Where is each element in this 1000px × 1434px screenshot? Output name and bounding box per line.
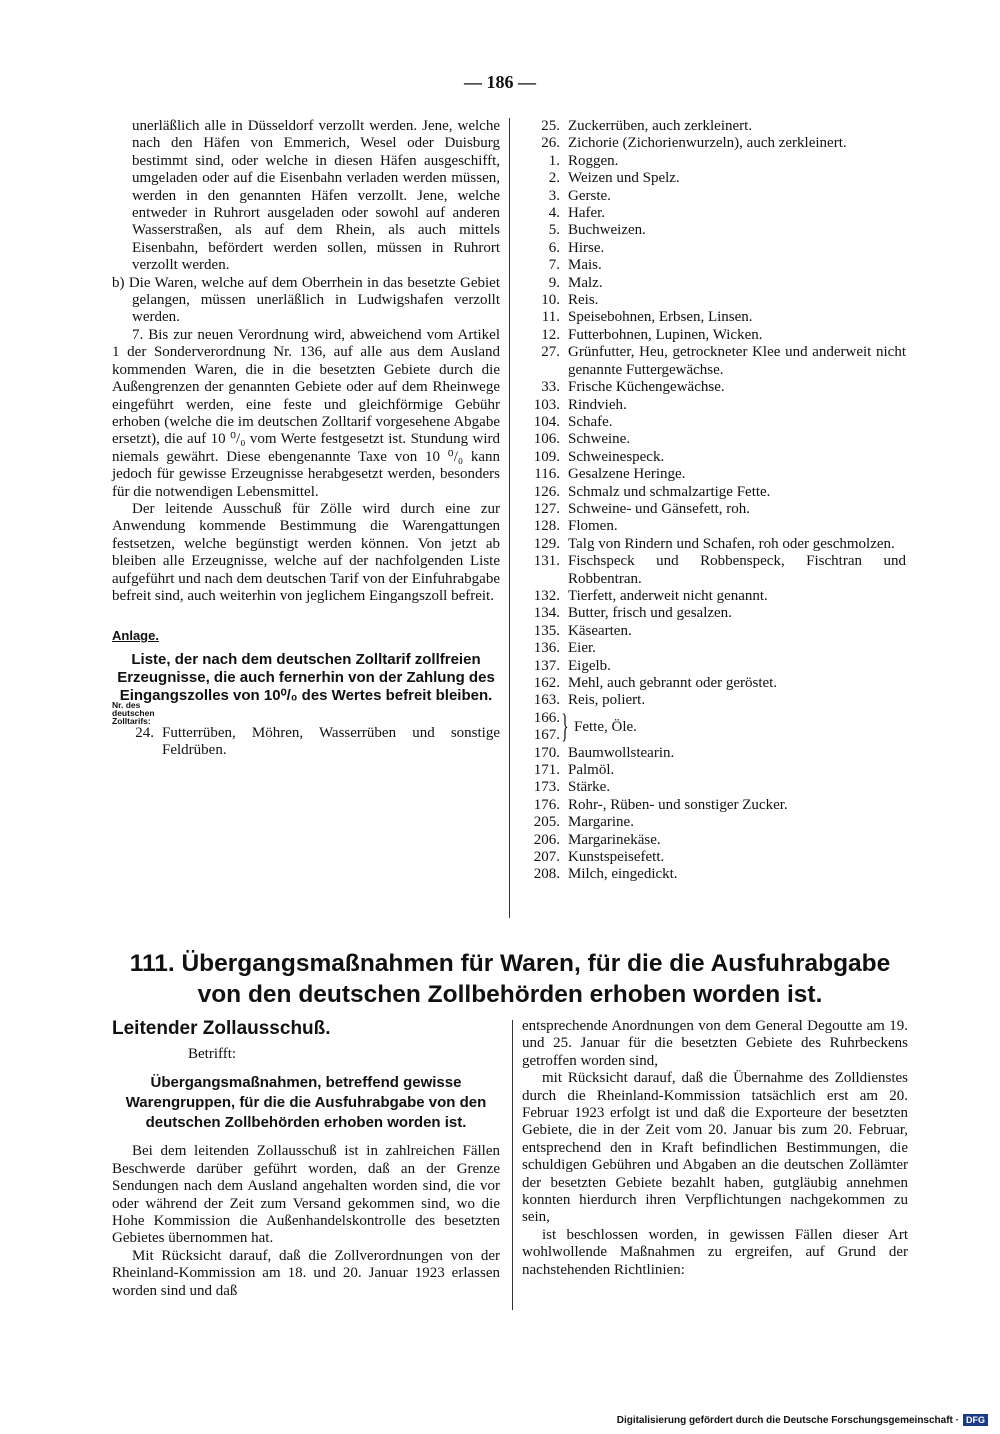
- column-divider-top: [509, 118, 510, 918]
- tariff-item: [518, 257, 906, 274]
- annex-label: Anlage.: [112, 628, 159, 644]
- tariff-description: Schafe.: [568, 413, 613, 430]
- tariff-item: [518, 222, 906, 239]
- tariff-item: [518, 188, 906, 205]
- tariff-number: 27.: [541, 344, 560, 361]
- tariff-item: [518, 553, 906, 588]
- betrifft-label: Betrifft:: [188, 1046, 237, 1062]
- paragraph-7: 7. Bis zur neuen Verordnung wird, abweichend vom Artikel 1 der Sonderverordnung Nr. 136, auf alle aus dem Ausland kommenden Waren, die in die besetzten Gebiete durch die Außengrenzen der genannten Gebiete oder auf dem Rheinwege eingeführt werden, eine feste und gleichförmige Gebühr erhoben (welche die im deutschen Zolltarif vorgesehene Abgabe ersetzt), die auf 10 ⁰/₀ vom Werte festgesetzt ist. Stundung wird niemals gewährt. Diese ebengenannte Taxe von 10 ⁰/₀ kann jedoch für gewisse Erzeugnisse herabgesetzt werden, besonders für die notwendigen Lebensmittel.: [112, 326, 500, 500]
- tariff-item: [112, 725, 500, 760]
- tariff-number: 136.: [533, 640, 560, 657]
- right-tariff-list-2: [518, 745, 906, 884]
- tariff-number: 127.: [533, 500, 560, 517]
- tariff-item: [518, 745, 906, 762]
- tariff-description: Flomen.: [568, 518, 618, 535]
- tariff-item: [518, 536, 906, 553]
- right-column-bottom: [522, 1018, 908, 1279]
- tariff-number: 163.: [533, 692, 560, 709]
- tariff-description: Tierfett, anderweit nicht genannt.: [568, 587, 768, 604]
- tariff-number: 173.: [533, 779, 560, 796]
- tariff-description: Gesalzene Heringe.: [568, 466, 686, 483]
- paragraph-regard: Mit Rücksicht darauf, daß die Zollverordnungen von der Rheinland-Kommission am 18. und 20. Januar 1923 erlassen worden sind und daß: [112, 1247, 500, 1299]
- right-tariff-list: [518, 118, 906, 710]
- tariff-item: [518, 118, 906, 135]
- tariff-item: [518, 153, 906, 170]
- tariff-number: 208.: [533, 866, 560, 883]
- tariff-description: Talg von Rindern und Schafen, roh oder geschmolzen.: [568, 535, 895, 552]
- tariff-description: Gerste.: [568, 187, 611, 204]
- tariff-item: [518, 484, 906, 501]
- headline-line-1: 111. Übergangsmaßnahmen für Waren, für die die Ausfuhrabgabe: [129, 950, 891, 977]
- tariff-item: [518, 797, 906, 814]
- tariff-description: Reis.: [568, 292, 599, 309]
- tariff-item: [518, 344, 906, 379]
- subject-heading: Übergangsmaßnahmen, betreffend gewisse Warengruppen, für die die Ausfuhrabgabe von den deutschen Zollbehörden erhoben worden ist.: [125, 1074, 487, 1132]
- tariff-number: 106.: [533, 431, 560, 448]
- tariff-description: Mais.: [568, 257, 602, 274]
- tariff-description: Reis, poliert.: [568, 692, 646, 709]
- tariff-description: Butter, frisch und gesalzen.: [568, 605, 732, 622]
- paragraph-committee: Der leitende Ausschuß für Zölle wird durch eine zur Anwendung kommende Bestimmung die Warengattungen festsetzen, welche begünstigt werden können. Von jetzt ab bleiben alle Erzeugnisse, welche auf der nachfolgenden Liste aufgeführt und nach dem deutschen Tarif von der Einfuhrabgabe befreit sind, auch weiterhin von jeglichem Eingangszoll befreit.: [112, 500, 500, 604]
- page-number: — 186 —: [464, 72, 536, 92]
- paragraph-degoutte: entsprechende Anordnungen von dem General Degoutte am 19. und 25. Januar für die besetzten Gebiete des Ruhrbeckens getroffen worden sind,: [522, 1018, 908, 1069]
- tariff-item: [518, 866, 906, 883]
- tariff-number: 4.: [548, 205, 560, 222]
- tariff-item: [518, 692, 906, 709]
- tariff-description: Zichorie (Zichorienwurzeln), auch zerkleinert.: [568, 135, 847, 152]
- tariff-number: 206.: [533, 831, 560, 848]
- tariff-number: 10.: [541, 292, 560, 309]
- tariff-number: 104.: [533, 413, 560, 430]
- left-column-top: [112, 118, 500, 760]
- tariff-number: 116.: [534, 466, 560, 483]
- tariff-number: 171.: [533, 762, 560, 779]
- issuer-heading: Leitender Zollausschuß.: [112, 1018, 331, 1039]
- tariff-description: Fischspeck und Robbenspeck, Fischtran und Robbentran.: [568, 553, 906, 587]
- tariff-item: [518, 605, 906, 622]
- tariff-description: Frische Küchengewächse.: [568, 379, 725, 396]
- tariff-description: Speisebohnen, Erbsen, Linsen.: [568, 309, 753, 326]
- tariff-item: [518, 501, 906, 518]
- section-headline: [100, 948, 920, 1010]
- paragraph-takeover: mit Rücksicht darauf, daß die Übernahme des Zolldienstes durch die Rheinland-Kommission tatsächlich erst am 20. Februar 1923 erfolgt ist und daß die Exporteure der besetzten Gebiete, die in der Zeit vom 20. Januar bis zum 20. Februar, entsprechend den in Kraft befindlichen Bestimmungen, die schuldigen Gebühren und Abgaben an die deutschen Zollämter der besetzten Gebiete bezahlt haben, gutgläubig annehmen konnten hierdurch ihren Verpflichtungen nachgekommen zu sein,: [522, 1070, 908, 1226]
- tariff-description: Zuckerrüben, auch zerkleinert.: [568, 118, 753, 134]
- tariff-number: 170.: [533, 744, 560, 761]
- tariff-item: [518, 327, 906, 344]
- tariff-description: Kunstspeisefett.: [568, 849, 665, 866]
- tariff-item: [518, 658, 906, 675]
- tariff-item: [518, 832, 906, 849]
- tariff-number: 5.: [548, 222, 560, 239]
- tariff-description: Margarinekäse.: [568, 831, 661, 848]
- tariff-number: 205.: [533, 814, 560, 831]
- tariff-item: [518, 205, 906, 222]
- tariff-number: 7.: [548, 257, 560, 274]
- brace-text: Fette, Öle.: [574, 718, 637, 735]
- tariff-item: [518, 135, 906, 152]
- tariff-number: 6.: [548, 239, 560, 256]
- tariff-item: [518, 170, 906, 187]
- tariff-description: Futterrüben, Möhren, Wasserrüben und sonstige Feldrüben.: [162, 724, 500, 759]
- left-tariff-list: [112, 725, 500, 760]
- tariff-number: 24.: [135, 724, 154, 741]
- tariff-number: 132.: [533, 587, 560, 604]
- tariff-description: Milch, eingedickt.: [568, 866, 678, 883]
- tariff-number: 126.: [533, 483, 560, 500]
- paragraph-complaint: Bei dem leitenden Zollausschuß ist in zahlreichen Fällen Beschwerde darüber geführt worden, daß an der Grenze Sendungen nach dem Ausland angehalten worden sind, die vor oder während der Zeit zum Versand gekommen sind, wo die Hohe Kommission die Außenhandelskontrolle des besetzten Gebietes übernommen hat.: [112, 1143, 500, 1247]
- headline-line-2: von den deutschen Zollbehörden erhoben worden ist.: [197, 981, 823, 1008]
- paragraph-a-continued: unerläßlich alle in Düsseldorf verzollt werden. Jene, welche nach den Häfen von Emmerich, Wesel oder Duisburg bestimmt sind, oder welche in diesen Häfen ausgeschifft, umgeladen oder auf die Eisenbahn verladen werden müssen, werden in den genannten Häfen verzollt. Jene, welche entweder in Ruhrort ausgeladen oder sowohl auf anderen Wasserstraßen, als auf dem Rhein, als auch mittels Eisenbahn, befördert werden sollen, müssen in Ruhrort verzollt werden.: [132, 118, 500, 274]
- tariff-item: [518, 762, 906, 779]
- tariff-item: [518, 309, 906, 326]
- tariff-description: Grünfutter, Heu, getrockneter Klee und anderweit nicht genannte Futtergewächse.: [568, 344, 906, 378]
- tariff-description: Margarine.: [568, 814, 634, 831]
- tariff-description: Hirse.: [568, 239, 605, 256]
- tariff-number: 135.: [533, 622, 560, 639]
- tariff-item: [518, 814, 906, 831]
- tariff-description: Käsearten.: [568, 622, 632, 639]
- tariff-description: Schmalz und schmalzartige Fette.: [568, 483, 771, 500]
- tariff-item: [518, 449, 906, 466]
- curly-brace-icon: }: [561, 708, 569, 746]
- tariff-description: Rohr-, Rüben- und sonstiger Zucker.: [568, 796, 788, 813]
- tariff-number: 33.: [541, 379, 560, 396]
- tariff-item: [518, 849, 906, 866]
- tariff-number: 1.: [548, 152, 560, 169]
- tariff-number: 131.: [533, 553, 560, 570]
- tariff-item: [518, 240, 906, 257]
- tariff-item: [518, 466, 906, 483]
- tariff-description: Schweine- und Gänsefett, roh.: [568, 500, 751, 517]
- tariff-item: [518, 588, 906, 605]
- tariff-description: Malz.: [568, 274, 603, 291]
- tariff-description: Eier.: [568, 640, 596, 657]
- tariff-description: Roggen.: [568, 152, 619, 169]
- tariff-item: [518, 675, 906, 692]
- tariff-description: Weizen und Spelz.: [568, 170, 680, 187]
- tariff-description: Rindvieh.: [568, 396, 627, 413]
- tariff-number: 26.: [541, 135, 560, 152]
- tariff-description: Stärke.: [568, 779, 611, 796]
- digitization-footer: [617, 1414, 988, 1426]
- tariff-item: [518, 779, 906, 796]
- tariff-item: [518, 275, 906, 292]
- tariff-description: Schweine.: [568, 431, 631, 448]
- paragraph-decision: ist beschlossen worden, in gewissen Fällen dieser Art wohlwollende Maßnahmen zu ergreifen, auf Grund der nachstehenden Richtlinien:: [522, 1226, 908, 1278]
- tariff-item: [518, 431, 906, 448]
- tariff-item: [518, 397, 906, 414]
- tariff-item: [518, 292, 906, 309]
- tariff-number: 9.: [548, 274, 560, 291]
- tariff-number: 109.: [533, 448, 560, 465]
- tariff-item: [518, 623, 906, 640]
- tariff-description: Mehl, auch gebrannt oder geröstet.: [568, 675, 778, 691]
- tariff-description: Baumwollstearin.: [568, 744, 675, 761]
- tariff-description: Buchweizen.: [568, 222, 646, 239]
- tariff-description: Hafer.: [568, 205, 606, 222]
- right-column-top: [518, 118, 906, 884]
- brace-numbers: [518, 710, 560, 745]
- tariff-item: [518, 414, 906, 431]
- brace-group: [518, 710, 906, 745]
- tariff-description: Futterbohnen, Lupinen, Wicken.: [568, 326, 763, 343]
- tariff-item: [518, 640, 906, 657]
- footer-text: Digitalisierung gefördert durch die Deutsche Forschungsgemeinschaft ·: [616, 1414, 959, 1426]
- brace-number: 167.: [533, 727, 560, 744]
- tariff-description: Schweinespeck.: [568, 448, 665, 465]
- tariff-number: 176.: [533, 796, 560, 813]
- tariff-number: 128.: [533, 518, 560, 535]
- tariff-number: 11.: [541, 309, 560, 326]
- tariff-description: Eigelb.: [568, 657, 611, 674]
- dfg-logo: DFG: [963, 1414, 988, 1426]
- tariff-number: 3.: [548, 187, 560, 204]
- left-column-bottom: [112, 1018, 500, 1300]
- tariff-column-note: Nr. des deutschen Zolltarifs:: [112, 699, 155, 726]
- tariff-item: [518, 518, 906, 535]
- column-divider-bottom: [512, 1020, 513, 1310]
- tariff-number: 12.: [541, 326, 560, 343]
- tariff-number: 134.: [533, 605, 560, 622]
- annex-title: Liste, der nach dem deutschen Zolltarif zollfreien Erzeugnisse, die auch fernerhin von der Zahlung des Eingangszolles von 10⁰/₀ des Wertes befreit bleiben.: [117, 650, 495, 704]
- tariff-number: 207.: [533, 849, 560, 866]
- tariff-item: [518, 379, 906, 396]
- tariff-number: 162.: [533, 675, 560, 691]
- tariff-number: 25.: [541, 118, 560, 134]
- paragraph-b: b) Die Waren, welche auf dem Oberrhein in das besetzte Gebiet gelangen, müssen unerläßlich in Ludwigshafen verzollt werden.: [112, 274, 500, 326]
- brace-number: 166.: [533, 709, 560, 726]
- tariff-number: 129.: [533, 535, 560, 552]
- tariff-number: 103.: [533, 396, 560, 413]
- tariff-number: 2.: [548, 170, 560, 187]
- tariff-number: 137.: [533, 657, 560, 674]
- tariff-description: Palmöl.: [568, 762, 615, 779]
